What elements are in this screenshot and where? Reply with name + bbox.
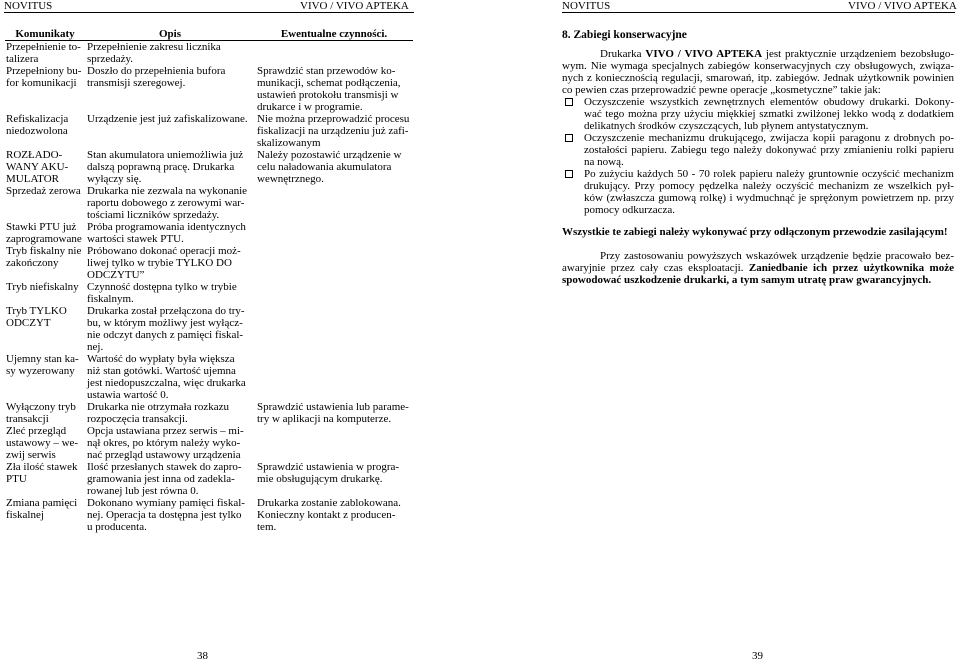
message-cell	[5, 65, 85, 113]
action-cell	[255, 149, 413, 185]
message-cell	[5, 305, 85, 353]
action-cell	[255, 65, 413, 113]
table-row	[5, 185, 413, 221]
table-row	[5, 401, 413, 425]
description-cell	[85, 425, 255, 461]
checkbox-bullet-icon	[565, 170, 573, 178]
action-cell	[255, 497, 413, 533]
section-title: 8. Zabiegi konserwacyjne	[562, 29, 687, 41]
message-cell-text: Ujemny stan ka- sy wyzerowany	[6, 352, 79, 377]
description-cell-text: Stan akumulatora uniemożliwia już dalszą poprawną pracę. Drukarka wyłączy się.	[87, 148, 244, 185]
description-cell	[85, 461, 255, 497]
message-cell	[5, 497, 85, 533]
description-cell-text: Ilość przesłanych stawek do zapro- gramowania jest inna od zadekla- rowanej lub jest równa 0.	[87, 460, 242, 497]
message-cell	[5, 113, 85, 149]
bullet-text: Oczyszczenie mechanizmu drukującego, zwijacza kopii paragonu z drobnych po-zostałości papieru. Zabiegu tego należy dokonywać przy zmianieniu rolki papieru na nową.	[584, 132, 954, 168]
message-cell	[5, 245, 85, 281]
message-cell	[5, 353, 85, 401]
bullet-item	[562, 96, 954, 132]
table-row	[5, 245, 413, 281]
table-row	[5, 353, 413, 401]
description-cell	[85, 113, 255, 149]
action-cell	[255, 245, 413, 281]
col-header-description: Opis	[85, 27, 255, 40]
message-cell	[5, 185, 85, 221]
error-messages-table	[5, 27, 413, 533]
description-cell-text: Dokonano wymiany pamięci fiskal- nej. Operacja ta dostępna jest tylko u producenta.	[87, 496, 245, 533]
right-header-rule	[562, 12, 955, 13]
message-cell-text: Refiskalizacja niedozwolona	[6, 112, 69, 137]
description-cell-text: Próbowano dokonać operacji moż- liwej tylko w trybie TYLKO DO ODCZYTU”	[87, 244, 241, 281]
message-cell-text: Wyłączony tryb transakcji	[6, 400, 76, 425]
checkbox-bullet-icon	[565, 134, 573, 142]
message-cell	[5, 401, 85, 425]
description-cell	[85, 245, 255, 281]
action-cell	[255, 425, 413, 461]
left-header-brand: NOVITUS	[4, 0, 53, 12]
action-cell	[255, 221, 413, 245]
intro-paragraph	[562, 48, 954, 96]
description-cell	[85, 221, 255, 245]
action-cell-text: Nie można przeprowadzić procesu fiskalizacji na urządzeniu już zafi- skalizowanym	[257, 112, 410, 149]
right-header-brand: NOVITUS	[562, 0, 611, 12]
intro-pre: Drukarka	[600, 48, 646, 60]
table-row	[5, 305, 413, 353]
action-cell-text: Sprawdzić ustawienia w progra- mie obsługującym drukarkę.	[257, 460, 400, 485]
table-row	[5, 149, 413, 185]
description-cell	[85, 497, 255, 533]
bullet-text: Po zużyciu każdych 50 - 70 rolek papieru należy gruntownie oczyścić mechanizm drukujący. Przy pomocy pędzelka należy oczyścić mechanizm ze wszelkich pył-ków (zwłaszcza gumową rolkę) i wydmuchnąć je sprężonym powietrzem np. przy pomocy odkurzacza.	[584, 168, 954, 216]
bullet-item	[562, 132, 954, 168]
right-page-number: 39	[752, 650, 763, 662]
closing-paragraph	[562, 250, 954, 286]
description-cell-text: Próba programowania identycznych wartości stawek PTU.	[87, 220, 246, 245]
action-cell	[255, 185, 413, 221]
col-header-messages: Komunikaty	[5, 27, 85, 40]
closing-bold: Zaniedbanie ich przez użytkownika może spowodować uszkodzenie drukarki, a tym samym utratę praw gwarancyjnych.	[562, 262, 954, 286]
message-cell	[5, 281, 85, 305]
description-cell-text: Przepełnienie zakresu licznika sprzedaży.	[87, 40, 221, 65]
message-cell-text: ROZŁADO- WANY AKU- MULATOR	[6, 148, 69, 185]
action-cell-text: Należy pozostawić urządzenie w celu naładowania akumulatora wewnętrznego.	[257, 148, 402, 185]
right-page-body	[562, 48, 954, 286]
table-row	[5, 461, 413, 497]
left-header-rule	[4, 12, 414, 13]
intro-brand: VIVO / VIVO APTEKA	[645, 48, 763, 60]
action-cell-text: Sprawdzić stan przewodów ko- munikacji, schemat podłączenia, ustawień protokołu transmisji w drukarce i w programie.	[257, 64, 401, 113]
message-cell-text: Przepełniony bu- for komunikacji	[6, 64, 82, 89]
message-cell-text: Stawki PTU już zaprogramowane	[6, 220, 82, 245]
table-row	[5, 65, 413, 113]
left-header-product: VIVO / VIVO APTEKA	[300, 0, 409, 12]
description-cell	[85, 281, 255, 305]
message-cell-text: Zleć przegląd ustawowy – we- zwij serwis	[6, 424, 79, 461]
action-cell-text: Sprawdzić ustawienia lub parame- try w aplikacji na komputerze.	[257, 400, 409, 425]
action-cell	[255, 113, 413, 149]
description-cell	[85, 185, 255, 221]
message-cell-text: Przepełnienie to- talizera	[6, 40, 81, 65]
description-cell-text: Urządzenie jest już zafiskalizowane.	[87, 112, 248, 125]
left-page-number: 38	[197, 650, 208, 662]
message-cell	[5, 221, 85, 245]
description-cell	[85, 40, 255, 65]
description-cell	[85, 305, 255, 353]
bullet-item	[562, 168, 954, 216]
message-cell-text: Zmiana pamięci fiskalnej	[6, 496, 78, 521]
action-cell-text: Drukarka zostanie zablokowana. Konieczny kontakt z producen- tem.	[257, 496, 401, 533]
message-cell	[5, 461, 85, 497]
action-cell	[255, 281, 413, 305]
intro-post: jest praktycznie urządzeniem bezobsługo-wym. Nie wymaga specjalnych zabiegów konserwacyjnych czy obsługowych, związa-nych z koniecznością regulacji, smarowań, itp. zabiegów. Jednak użytkownik powinien co pewien czas przeprowadzić pewne operacje „kosmetyczne” takie jak:	[562, 48, 954, 96]
message-cell-text: Tryb fiskalny nie zakończony	[6, 244, 82, 269]
message-cell-text: Sprzedaż zerowa	[6, 184, 81, 197]
description-cell-text: Doszło do przepełnienia bufora transmisji szeregowej.	[87, 64, 226, 89]
warning-text: Wszystkie te zabiegi należy wykonywać przy odłączonym przewodzie zasilającym!	[562, 226, 948, 238]
checkbox-bullet-icon	[565, 98, 573, 106]
description-cell-text: Opcja ustawiana przez serwis – mi- nął okres, po którym należy wyko- nać przegląd ustawowy urządzenia	[87, 424, 244, 461]
table-row	[5, 497, 413, 533]
message-cell-text: Tryb niefiskalny	[6, 280, 79, 293]
table-row	[5, 113, 413, 149]
description-cell	[85, 353, 255, 401]
action-cell	[255, 305, 413, 353]
message-cell-text: Zła ilość stawek PTU	[6, 460, 78, 485]
description-cell-text: Wartość do wypłaty była większa niż stan gotówki. Wartość ujemna jest niedopuszczalna, więc drukarka ustawia wartość 0.	[87, 352, 246, 401]
table-row	[5, 221, 413, 245]
description-cell-text: Czynność dostępna tylko w trybie fiskalnym.	[87, 280, 237, 305]
table-row	[5, 281, 413, 305]
action-cell	[255, 461, 413, 497]
col-header-actions: Ewentualne czynności.	[255, 27, 413, 40]
action-cell	[255, 40, 413, 65]
description-cell-text: Drukarka nie zezwala na wykonanie raportu dobowego z zerowymi war- tościami liczników sprzedaży.	[87, 184, 248, 221]
table-row	[5, 40, 413, 65]
message-cell	[5, 425, 85, 461]
action-cell	[255, 353, 413, 401]
message-cell	[5, 149, 85, 185]
right-header-product: VIVO / VIVO APTEKA	[848, 0, 957, 12]
description-cell	[85, 149, 255, 185]
action-cell	[255, 401, 413, 425]
description-cell-text: Drukarka został przełączona do try- bu, w którym możliwy jest wyłącz- nie odczyt danych z pamięci fiskal- nej.	[87, 304, 245, 353]
table-row	[5, 425, 413, 461]
description-cell	[85, 401, 255, 425]
message-cell	[5, 40, 85, 65]
table-header-row	[5, 27, 413, 40]
bullet-text: Oczyszczenie wszystkich zewnętrznych elementów obudowy drukarki. Dokony-wać tego można przy użyciu miękkiej szmatki zwilżonej lekko wodą z dodatkiem delikatnych środków czyszczących, lub płynem antystatycznym.	[584, 96, 954, 132]
description-cell	[85, 65, 255, 113]
message-cell-text: Tryb TYLKO ODCZYT	[6, 304, 67, 329]
closing-normal: Przy zastosowaniu powyższych wskazówek urządzenie będzie pracowało bez-awaryjnie przez cały czas eksploatacji.	[562, 250, 954, 274]
description-cell-text: Drukarka nie otrzymała rozkazu rozpoczęcia transakcji.	[87, 400, 230, 425]
